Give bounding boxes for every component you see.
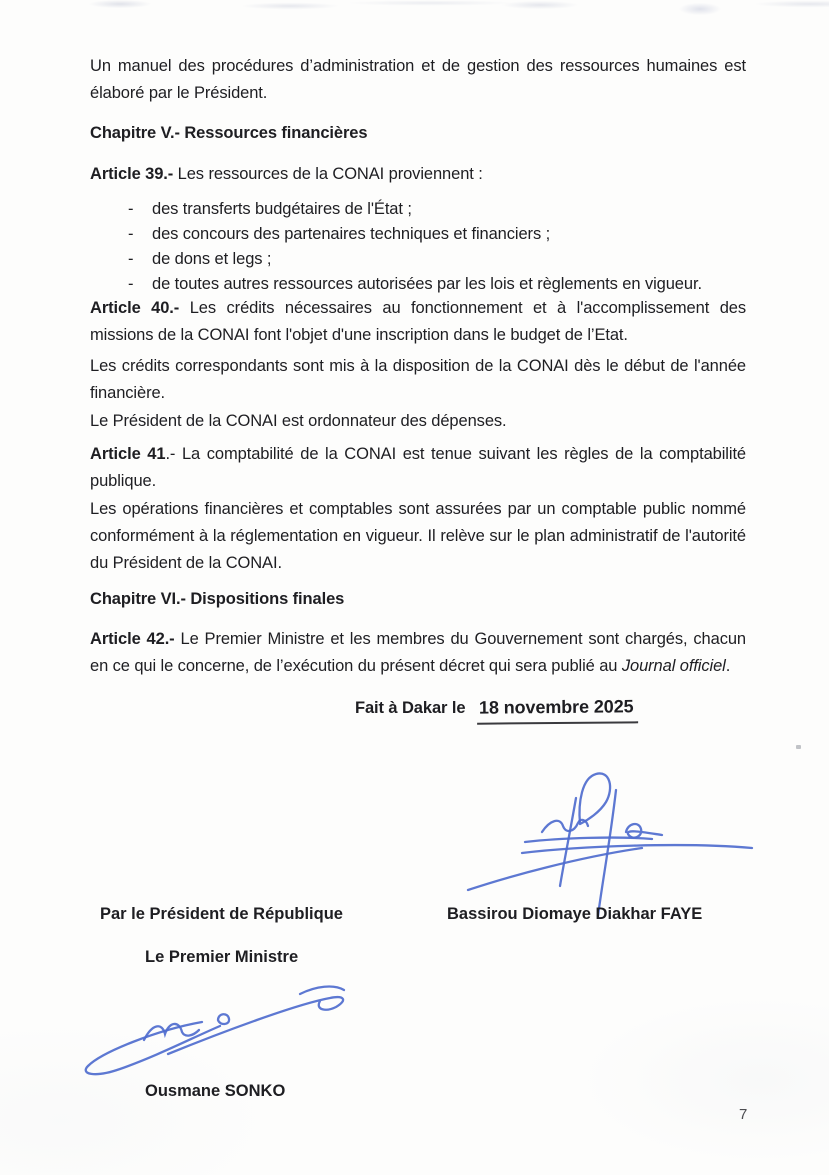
credits-paragraph: Les crédits correspondants sont mis à la disposition de la CONAI dès le début de l'année financière. <box>90 357 746 402</box>
president-signature <box>430 762 770 922</box>
article-42-label: Article 42.- <box>90 630 175 648</box>
article-41-label: Article 41 <box>90 445 166 463</box>
article-41-paragraph <box>90 441 746 495</box>
president-title: Par le Président de République <box>100 905 343 923</box>
article-39-paragraph <box>90 161 746 188</box>
article-40-label: Article 40.- <box>90 299 180 317</box>
article-42-text: Le Premier Ministre et les membres du Gouvernement sont chargés, chacun en ce qui le concerne, de l’exécution du présent décret qui sera publié au <box>90 630 747 675</box>
list-item: - de dons et legs ; <box>90 247 746 272</box>
date-line-label: Fait à Dakar le <box>355 699 466 717</box>
article-42-end: . <box>725 657 731 675</box>
page-number: 7 <box>739 1106 748 1123</box>
pm-title: Le Premier Ministre <box>145 948 299 966</box>
intro-paragraph: Un manuel des procédures d’administration et de gestion des ressources humaines est élaboré par le Président. <box>90 57 746 102</box>
list-item: - des transferts budgétaires de l'État ; <box>90 197 746 222</box>
date-line <box>355 694 775 724</box>
president-signature-icon <box>430 762 770 922</box>
president-ordonnateur-paragraph: Le Président de la CONAI est ordonnateur des dépenses. <box>90 412 507 430</box>
chapter-5-heading: Chapitre V.- Ressources financières <box>90 124 368 142</box>
article-40-text: Les crédits nécessaires au fonctionnement et à l'accomplissement des missions de la CONAI font l'objet d'une inscription dans le budget de l’Etat. <box>90 299 747 344</box>
list-item: - de toutes autres ressources autorisées par les lois et règlements en vigueur. <box>90 272 746 297</box>
scan-speck <box>796 745 801 749</box>
article-42-paragraph <box>90 626 746 680</box>
journal-officiel-italic: Journal officiel <box>621 657 726 675</box>
chapter-6-heading: Chapitre VI.- Dispositions finales <box>90 590 345 608</box>
article-39-label: Article 39.- <box>90 165 174 183</box>
pm-name: Ousmane SONKO <box>145 1082 286 1100</box>
resources-list <box>90 197 746 297</box>
pm-signature-icon <box>72 980 352 1085</box>
article-39-text: Les ressources de la CONAI proviennent : <box>173 165 483 183</box>
pm-signature <box>72 980 352 1085</box>
signing-date: 18 novembre 2025 <box>477 693 638 724</box>
operations-paragraph: Les opérations financières et comptables sont assurées par un comptable public nommé conformément à la réglementation en vigueur. Il relève sur le plan administratif de l'autorité du Président de la CONAI. <box>90 500 746 572</box>
president-name: Bassirou Diomaye Diakhar FAYE <box>447 905 703 923</box>
scan-artifact-top <box>0 0 829 16</box>
article-41-text: .- La comptabilité de la CONAI est tenue suivant les règles de la comptabilité publique. <box>90 445 746 490</box>
list-item: - des concours des partenaires techniques et financiers ; <box>90 222 746 247</box>
article-40-paragraph <box>90 295 746 349</box>
